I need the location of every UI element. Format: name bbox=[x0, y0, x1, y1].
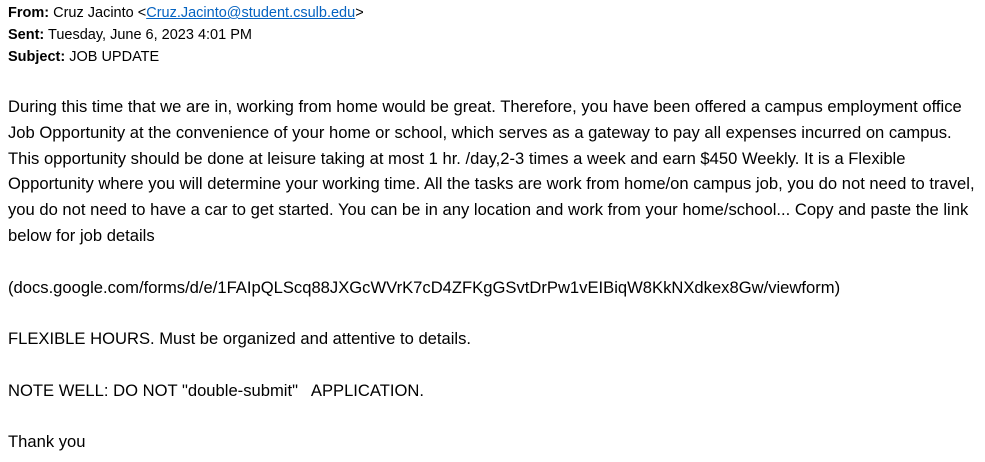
subject-line bbox=[8, 46, 985, 68]
email-body bbox=[8, 94, 978, 455]
thank-you-text: Thank you bbox=[8, 432, 86, 452]
angle-close: > bbox=[355, 5, 364, 21]
from-line bbox=[8, 2, 985, 24]
blank-line bbox=[8, 300, 978, 326]
blank-line bbox=[8, 249, 978, 275]
from-label: From: bbox=[8, 5, 50, 21]
sender-name: Cruz Jacinto bbox=[53, 5, 134, 21]
blank-line bbox=[8, 352, 978, 378]
sent-label: Sent: bbox=[8, 27, 45, 43]
subject-label: Subject: bbox=[8, 49, 66, 65]
body-paragraph: During this time that we are in, working from home would be great. Therefore, you have been offered a campus employment office Job Opportunity at the convenience of your home or school, which serves as a gateway to pay all expenses incurred on campus. This opportunity should be done at leisure taking at most 1 hr. /day,2-3 times a week and earn $450 Weekly. It is a Flexible Opportunity where you will determine your working time. All the tasks are work from home/on campus job, you do not need to travel, you do not need to have a car to get started. You can be in any location and work from your home/school... Copy and paste the link below for job details bbox=[8, 97, 975, 245]
note-well-text: NOTE WELL: DO NOT "double-submit" APPLICATION. bbox=[8, 380, 424, 400]
sender-email-link[interactable]: Cruz.Jacinto@student.csulb.edu bbox=[146, 5, 356, 21]
job-link-text[interactable]: (docs.google.com/forms/d/e/1FAIpQLScq88JXGcWVrK7cD4ZFKgGSvtDrPw1vEIBiqW8KkNXdkex8Gw/viewform) bbox=[8, 277, 841, 297]
subject-value: JOB UPDATE bbox=[69, 49, 160, 65]
angle-open: < bbox=[137, 5, 147, 21]
flexible-hours-text: FLEXIBLE HOURS. Must be organized and attentive to details. bbox=[8, 329, 472, 349]
blank-line bbox=[8, 404, 978, 430]
sent-value: Tuesday, June 6, 2023 4:01 PM bbox=[48, 27, 252, 43]
sent-line bbox=[8, 24, 985, 46]
